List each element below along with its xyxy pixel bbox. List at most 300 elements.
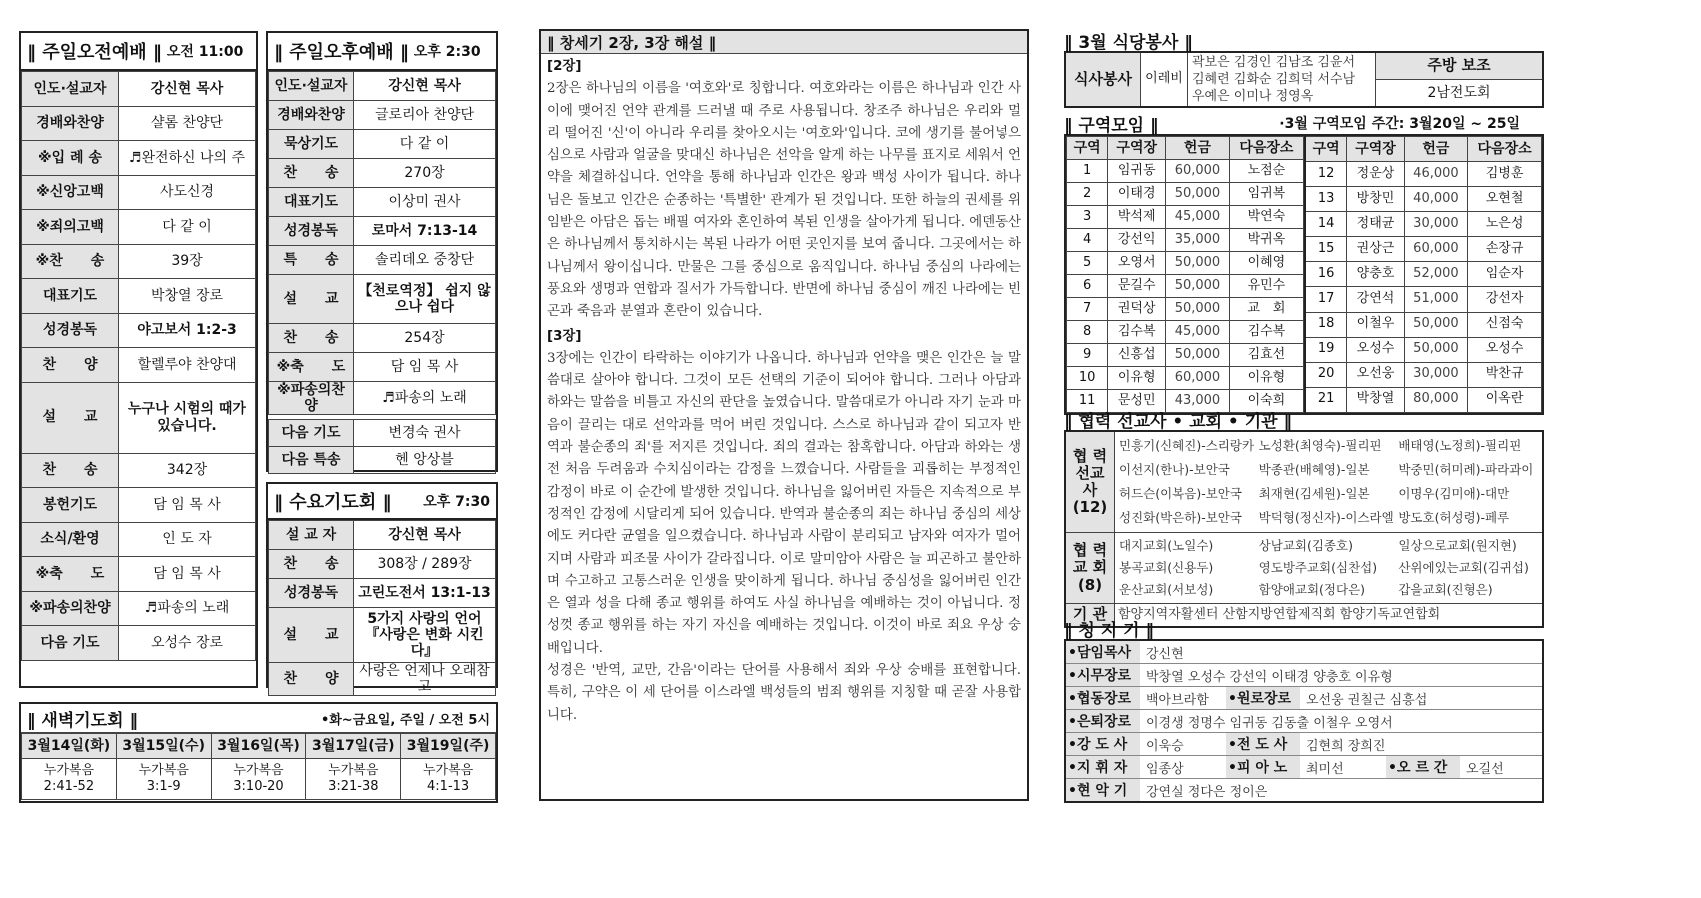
district-cell: 노점순 <box>1229 160 1303 183</box>
staff-group <box>1226 687 1427 709</box>
service-row <box>22 626 256 661</box>
sunday-afternoon-time: 오후 2:30 <box>413 44 481 60</box>
district-cell: 52,000 <box>1404 262 1467 287</box>
district-cell: 50,000 <box>1166 252 1230 275</box>
dawn-verse: 3:21-38 <box>328 779 379 794</box>
sunday-afternoon-header <box>268 33 496 71</box>
dawn-header <box>21 704 496 733</box>
service-label: 성경봉독 <box>269 579 354 608</box>
service-label: 경배와찬양 <box>269 101 354 130</box>
mission-entry: 방도호(허성령)-페루 <box>1398 510 1510 525</box>
service-label: ※찬 송 <box>22 244 119 279</box>
service-row <box>269 550 496 579</box>
staff-row <box>1066 687 1542 710</box>
service-label: 묵상기도 <box>269 130 354 159</box>
staff-box <box>1064 639 1544 803</box>
district-row <box>1067 160 1304 183</box>
district-cell: 방창민 <box>1347 187 1404 212</box>
district-col-header: 다음장소 <box>1468 137 1542 162</box>
district-section <box>1064 112 1544 415</box>
church-label: 협 력 교 회 (8) <box>1065 533 1115 604</box>
service-label: ※죄의고백 <box>22 210 119 245</box>
dawn-passage <box>306 759 401 800</box>
district-cell: 이유형 <box>1229 367 1303 390</box>
district-cell: 15 <box>1305 237 1347 262</box>
mission-table <box>1064 430 1544 628</box>
district-header-row <box>1067 137 1304 160</box>
staff-group <box>1066 687 1226 709</box>
district-cell: 14 <box>1305 212 1347 237</box>
district-cell: 35,000 <box>1166 229 1230 252</box>
district-cell: 21 <box>1305 387 1347 412</box>
district-col-header: 구역 <box>1305 137 1347 162</box>
service-label: 설 교 자 <box>269 521 354 550</box>
district-cell: 1 <box>1067 160 1108 183</box>
mission-line <box>1119 434 1538 458</box>
district-cell: 5 <box>1067 252 1108 275</box>
mission-entry: 상남교회(김종호) <box>1258 538 1353 553</box>
service-value: ♬파송의 노래 <box>119 591 256 626</box>
wednesday-header <box>268 484 496 520</box>
district-cell: 3 <box>1067 206 1108 229</box>
mission-entry: 영도방주교회(심찬섭) <box>1258 560 1378 575</box>
cafeteria-sublabel: 이레비 <box>1141 52 1188 107</box>
service-label: 설 교 <box>269 608 354 663</box>
service-value: 담 임 목 사 <box>119 557 256 592</box>
district-cell: 19 <box>1305 337 1347 362</box>
district-cell: 문성민 <box>1108 390 1166 413</box>
churches-cell <box>1115 533 1544 604</box>
dawn-date: 3월17일(금) <box>306 734 401 759</box>
mission-entry: 성진화(박은하)-보안국 <box>1119 510 1242 525</box>
service-value: 고린도전서 13:1-13 <box>354 579 496 608</box>
service-value: 다 같 이 <box>119 210 256 245</box>
service-row <box>269 353 496 382</box>
service-value: 사랑은 언제나 오래참고 <box>354 663 496 696</box>
service-value: 글로리아 찬양단 <box>354 101 496 130</box>
service-value: 다 같 이 <box>354 130 496 159</box>
service-label: 대표기도 <box>22 279 119 314</box>
cafeteria-members-line: 곽보은 김경인 김남조 김윤서 <box>1192 55 1356 70</box>
district-cell: 11 <box>1067 390 1108 413</box>
district-cell: 강선자 <box>1468 287 1542 312</box>
district-cell: 6 <box>1067 275 1108 298</box>
service-label: ※축 도 <box>269 353 354 382</box>
district-col-header: 구역장 <box>1347 137 1404 162</box>
service-value: 강신현 목사 <box>354 72 496 101</box>
staff-label: •지 휘 자 <box>1066 756 1140 778</box>
mission-entry: 허드슨(이복음)-보안국 <box>1119 486 1242 501</box>
service-label: ※파송의찬양 <box>22 591 119 626</box>
district-cell: 이태경 <box>1108 183 1166 206</box>
service-label: 경배와찬양 <box>22 106 119 141</box>
district-cell: 오현철 <box>1468 187 1542 212</box>
staff-value: 백아브라함 <box>1146 692 1209 708</box>
dawn-title: ‖ 새벽기도회 ‖ <box>27 710 138 731</box>
district-cell: 임귀복 <box>1229 183 1303 206</box>
district-row <box>1067 206 1304 229</box>
district-cell: 7 <box>1067 298 1108 321</box>
sunday-morning-time: 오전 11:00 <box>166 44 244 60</box>
district-cell: 오성수 <box>1468 337 1542 362</box>
district-row <box>1067 344 1304 367</box>
staff-value: 임종상 <box>1146 761 1184 777</box>
missionaries-cell <box>1115 431 1544 533</box>
district-row <box>1305 187 1542 212</box>
staff-value: 강연실 정다은 정이은 <box>1146 784 1268 800</box>
district-cell: 43,000 <box>1166 390 1230 413</box>
district-cell: 45,000 <box>1166 321 1230 344</box>
service-row <box>22 313 256 348</box>
dawn-verse: 2:41-52 <box>43 779 95 794</box>
staff-value: 이경생 정명수 임귀동 김동출 이철우 오영서 <box>1146 715 1393 731</box>
district-cell: 강연석 <box>1347 287 1404 312</box>
service-row <box>22 348 256 383</box>
staff-label: •전 도 사 <box>1226 733 1300 755</box>
staff-group <box>1066 641 1542 663</box>
staff-group <box>1066 779 1542 801</box>
sunday-afternoon-title: ‖ 주일오후예배 ‖ <box>274 42 409 63</box>
chapter3-text-closing: 성경은 '반역, 교만, 간음'이라는 단어를 사용해서 죄와 우상 숭배를 표현합니다. 특히, 구약은 이 세 단어를 이스라엘 백성들의 범죄 행위를 지칭할 때 곧잘 사용합니다. <box>547 663 1021 723</box>
district-cell: 오성수 <box>1347 337 1404 362</box>
district-cell: 60,000 <box>1166 160 1230 183</box>
service-value: 오성수 장로 <box>119 626 256 661</box>
staff-group <box>1226 756 1386 778</box>
wednesday-title: ‖ 수요기도회 ‖ <box>274 492 392 513</box>
service-row <box>269 72 496 101</box>
mission-line <box>1119 458 1538 482</box>
cafeteria-members-line: 우예은 이미나 정영옥 <box>1192 89 1314 104</box>
staff-label: •은퇴장로 <box>1066 710 1140 732</box>
service-value: 270장 <box>354 159 496 188</box>
sunday-morning-title: ‖ 주일오전예배 ‖ <box>27 42 162 63</box>
district-row <box>1305 312 1542 337</box>
service-row <box>269 188 496 217</box>
district-cell: 13 <box>1305 187 1347 212</box>
district-col-header: 구역장 <box>1108 137 1166 160</box>
dawn-book: 누가복음 <box>422 763 474 778</box>
sunday-morning-header <box>21 33 256 71</box>
service-label: 찬 송 <box>269 159 354 188</box>
staff-value: 강신현 <box>1146 646 1184 662</box>
service-label: 다음 기도 <box>22 626 119 661</box>
district-cell: 80,000 <box>1404 387 1467 412</box>
dawn-date: 3월14일(화) <box>22 734 117 759</box>
district-cell: 박연숙 <box>1229 206 1303 229</box>
district-cell: 김수복 <box>1229 321 1303 344</box>
service-value: 39장 <box>119 244 256 279</box>
cafeteria-members-line: 김혜련 김화순 김희덕 서수남 <box>1192 72 1356 87</box>
mission-section <box>1064 408 1544 628</box>
service-label: 소식/환영 <box>22 522 119 557</box>
service-value: 로마서 7:13-14 <box>354 217 496 246</box>
service-row <box>269 217 496 246</box>
staff-group <box>1066 710 1542 732</box>
district-cell: 신점숙 <box>1468 312 1542 337</box>
mission-entry: 이선지(한나)-보안국 <box>1119 462 1230 477</box>
staff-label: •현 악 기 <box>1066 779 1140 801</box>
service-row <box>22 141 256 176</box>
mission-entry: 산위에있는교회(김귀섭) <box>1398 560 1529 575</box>
district-cell: 박귀옥 <box>1229 229 1303 252</box>
mission-line <box>1119 579 1538 601</box>
district-week: ·3월 구역모임 주간: 3월20일 ~ 25일 <box>1279 116 1520 132</box>
district-cell: 60,000 <box>1404 237 1467 262</box>
service-row <box>22 591 256 626</box>
service-value: 5가지 사랑의 언어 『사랑은 변화 시킨다』 <box>354 608 496 663</box>
staff-label: •오 르 간 <box>1386 756 1460 778</box>
service-row <box>269 324 496 353</box>
service-row <box>22 175 256 210</box>
service-row <box>22 106 256 141</box>
district-cell: 박찬규 <box>1468 362 1542 387</box>
service-value: 이상미 권사 <box>354 188 496 217</box>
cafeteria-members <box>1188 52 1376 107</box>
orgs: 함양지역자활센터 산함지방연합제직회 함양기독교연합회 <box>1115 604 1544 628</box>
staff-group <box>1066 733 1226 755</box>
district-row <box>1305 262 1542 287</box>
dawn-verse: 3:10-20 <box>233 779 284 794</box>
service-label: 다음 기도 <box>269 420 354 447</box>
wednesday-table <box>268 520 496 696</box>
service-label: 찬 송 <box>269 550 354 579</box>
wednesday-box <box>266 482 498 696</box>
mission-line <box>1119 535 1538 557</box>
district-cell: 이숙희 <box>1229 390 1303 413</box>
service-value: 박창열 장로 <box>119 279 256 314</box>
mission-line <box>1119 482 1538 506</box>
mission-entry: 운산교회(서보성) <box>1119 582 1214 597</box>
district-cell: 손장규 <box>1468 237 1542 262</box>
district-row <box>1305 212 1542 237</box>
dawn-passage <box>116 759 211 800</box>
dawn-verse: 4:1-13 <box>427 779 470 794</box>
mission-entry: 대지교회(노일수) <box>1119 538 1214 553</box>
service-label: 찬 양 <box>22 348 119 383</box>
district-cell: 이혜영 <box>1229 252 1303 275</box>
district-header <box>1064 112 1544 134</box>
dawn-book: 누가복음 <box>233 763 284 778</box>
district-row <box>1067 252 1304 275</box>
dawn-passage <box>401 759 496 800</box>
district-row <box>1067 298 1304 321</box>
dawn-passage <box>22 759 117 800</box>
district-cell: 12 <box>1305 162 1347 187</box>
genesis-body <box>541 54 1027 729</box>
district-row <box>1305 287 1542 312</box>
service-value: 헨 앙상블 <box>354 447 496 474</box>
mission-entry: 이명우(김미애)-대만 <box>1398 486 1510 501</box>
genesis-title: ‖ 창세기 2장, 3장 해설 ‖ <box>547 33 717 52</box>
service-value: 담 임 목 사 <box>354 353 496 382</box>
mission-entry: 박종관(배혜영)-일본 <box>1258 462 1370 477</box>
service-row <box>269 447 496 474</box>
service-label: ※입 례 송 <box>22 141 119 176</box>
district-cell: 46,000 <box>1404 162 1467 187</box>
service-value: ♬파송의 노래 <box>354 382 496 415</box>
dawn-book: 누가복음 <box>138 763 189 778</box>
service-value: 변경숙 권사 <box>354 420 496 447</box>
district-cell: 교 회 <box>1229 298 1303 321</box>
service-value: 담 임 목 사 <box>119 488 256 523</box>
service-label: 찬 송 <box>269 324 354 353</box>
missionary-label: 협 력 선교사 (12) <box>1065 431 1115 533</box>
staff-group <box>1066 664 1542 686</box>
district-col-header: 헌금 <box>1404 137 1467 162</box>
district-row <box>1067 183 1304 206</box>
staff-value: 박창열 오성수 강선익 이태경 양충호 이유형 <box>1146 669 1393 685</box>
district-row <box>1305 337 1542 362</box>
district-tables <box>1064 134 1544 415</box>
mission-title: ‖ 협력 선교사 • 교회 • 기관 ‖ <box>1064 411 1292 432</box>
service-label: ※파송의찬양 <box>269 382 354 415</box>
staff-label: •강 도 사 <box>1066 733 1140 755</box>
district-cell: 임귀동 <box>1108 160 1166 183</box>
district-cell: 9 <box>1067 344 1108 367</box>
district-cell: 60,000 <box>1166 367 1230 390</box>
chapter3-heading: [3장] <box>547 328 582 344</box>
district-cell: 오선웅 <box>1347 362 1404 387</box>
cafeteria-table <box>1064 51 1544 108</box>
service-value: 강신현 목사 <box>119 72 256 107</box>
service-row <box>269 420 496 447</box>
district-col-header: 구역 <box>1067 137 1108 160</box>
service-label: 인도·설교자 <box>269 72 354 101</box>
district-cell: 30,000 <box>1404 362 1467 387</box>
district-row <box>1067 321 1304 344</box>
district-cell: 45,000 <box>1166 206 1230 229</box>
service-row <box>269 130 496 159</box>
mission-entry: 봉곡교회(신용두) <box>1119 560 1214 575</box>
service-row <box>22 244 256 279</box>
service-row <box>269 579 496 608</box>
service-value: 342장 <box>119 453 256 488</box>
service-label: ※축 도 <box>22 557 119 592</box>
sunday-afternoon-table <box>268 71 496 415</box>
district-cell: 18 <box>1305 312 1347 337</box>
district-cell: 16 <box>1305 262 1347 287</box>
service-row <box>22 279 256 314</box>
district-row <box>1305 362 1542 387</box>
cafeteria-assist-value: 2남전도회 <box>1376 80 1544 108</box>
staff-value: 김현희 장희진 <box>1306 738 1386 754</box>
mission-entry: 최재현(김세원)-일본 <box>1258 486 1370 501</box>
service-label: 대표기도 <box>269 188 354 217</box>
district-cell: 김효선 <box>1229 344 1303 367</box>
district-cell: 30,000 <box>1404 212 1467 237</box>
service-row <box>269 521 496 550</box>
mission-entry: 박중민(허미례)-파라과이 <box>1398 462 1534 477</box>
district-cell: 김수복 <box>1108 321 1166 344</box>
staff-group <box>1386 756 1546 778</box>
district-cell: 노은성 <box>1468 212 1542 237</box>
service-label: ※신앙고백 <box>22 175 119 210</box>
district-cell: 오영서 <box>1108 252 1166 275</box>
staff-group <box>1066 756 1226 778</box>
district-col-header: 헌금 <box>1166 137 1230 160</box>
dawn-date: 3월15일(수) <box>116 734 211 759</box>
mission-line <box>1119 506 1538 530</box>
mission-entry: 박덕형(정신자)-이스라엘 <box>1258 510 1394 525</box>
mission-entry: 민흥기(신혜진)-스리랑카 <box>1119 438 1255 453</box>
district-cell: 양충호 <box>1347 262 1404 287</box>
service-label: 찬 송 <box>22 453 119 488</box>
district-cell: 박창열 <box>1347 387 1404 412</box>
sunday-afternoon-box <box>266 31 498 472</box>
service-value: 솔리데오 중창단 <box>354 246 496 275</box>
staff-label: •원로장로 <box>1226 687 1300 709</box>
service-row <box>22 488 256 523</box>
district-cell: 50,000 <box>1404 337 1467 362</box>
sunday-morning-table <box>21 71 256 661</box>
chapter2-text: 2장은 하나님의 이름을 '여호와'로 칭합니다. 여호와라는 이름은 하나님과 인간 사이에 맺어진 언약 관계를 드러낼 때 주로 사용됩니다. 창조주 하나님은 우리와 멀리 떨어진 '신'이 아니라 우리를 찾아오시는 '여호와'입니다. 코에 생기를 불어넣으심으로 사람과 얼굴을 맞대신 하나님은 선악을 알게 하는 나무를 표지로 세워서 언약을 체결하십니다. 언약을 통해 하나님과 인간은 왕과 백성 사이가 됩니다. 하나님은 돌보고 인간은 순종하는 '특별한' 관계가 된 것입니다. 또한 하늘의 권세를 위임받은 아담은 돕는 배필 여자와 혼인하여 복된 인생을 살아가게 됩니다. 에덴동산은 하나님께서 통치하시는 복된 나라가 어떤 곳인지를 보여 줍니다. 그곳에서는 하나님께서 왕이십니다. 만물은 그를 중심으로 움직입니다. 하나님 중심의 나라에는 풍요와 생명과 연합과 질서가 가득합니다. 반면에 하나님 중심이 깨진 나라에는 빈곤과 죽음과 분열과 혼란이 있습니다. <box>547 81 1021 320</box>
sunday-afternoon-next-table <box>268 419 496 474</box>
district-cell: 40,000 <box>1404 187 1467 212</box>
district-row <box>1067 367 1304 390</box>
district-cell: 이유형 <box>1108 367 1166 390</box>
district-table-left <box>1066 136 1304 413</box>
district-cell: 권상근 <box>1347 237 1404 262</box>
genesis-header <box>541 31 1027 54</box>
dawn-table <box>21 733 496 800</box>
service-label: 봉헌기도 <box>22 488 119 523</box>
dawn-date-row <box>22 734 496 759</box>
service-row <box>269 382 496 415</box>
service-row <box>22 557 256 592</box>
service-row <box>269 608 496 663</box>
service-value: 308장 / 289장 <box>354 550 496 579</box>
staff-value: 오길선 <box>1466 761 1504 777</box>
district-cell: 51,000 <box>1404 287 1467 312</box>
dawn-time: •화~금요일, 주일 / 오전 5시 <box>320 712 490 728</box>
service-row <box>269 159 496 188</box>
staff-row <box>1066 710 1542 733</box>
district-cell: 임순자 <box>1468 262 1542 287</box>
staff-group <box>1226 733 1386 755</box>
mission-entry: 배태영(노정희)-필리핀 <box>1398 438 1522 453</box>
district-cell: 2 <box>1067 183 1108 206</box>
service-label: 성경봉독 <box>22 313 119 348</box>
district-cell: 박석제 <box>1108 206 1166 229</box>
district-cell: 정태균 <box>1347 212 1404 237</box>
staff-label: •담임목사 <box>1066 641 1140 663</box>
dawn-box <box>19 702 498 803</box>
service-value: 샬롬 찬양단 <box>119 106 256 141</box>
dawn-book: 누가복음 <box>43 763 95 778</box>
dawn-verse: 3:1-9 <box>146 779 181 794</box>
cafeteria-label: 식사봉사 <box>1065 52 1141 107</box>
service-label: 다음 특송 <box>269 447 354 474</box>
mission-entry: 일상으로교회(원지현) <box>1398 538 1517 553</box>
district-cell: 50,000 <box>1404 312 1467 337</box>
district-cell: 50,000 <box>1166 183 1230 206</box>
service-label: 설 교 <box>22 382 119 453</box>
service-label: 설 교 <box>269 275 354 324</box>
genesis-box <box>539 29 1029 801</box>
org-label: 기 관 <box>1065 604 1115 628</box>
service-label: 성경봉독 <box>269 217 354 246</box>
staff-label: •협동장로 <box>1066 687 1140 709</box>
district-title: ‖ 구역모임 ‖ <box>1064 115 1159 136</box>
service-row <box>22 522 256 557</box>
service-label: 인도·설교자 <box>22 72 119 107</box>
service-row <box>22 210 256 245</box>
dawn-date: 3월19일(주) <box>401 734 496 759</box>
staff-row <box>1066 756 1542 779</box>
cafeteria-title: ‖ 3월 식당봉사 ‖ <box>1064 32 1193 53</box>
district-row <box>1067 229 1304 252</box>
district-cell: 20 <box>1305 362 1347 387</box>
